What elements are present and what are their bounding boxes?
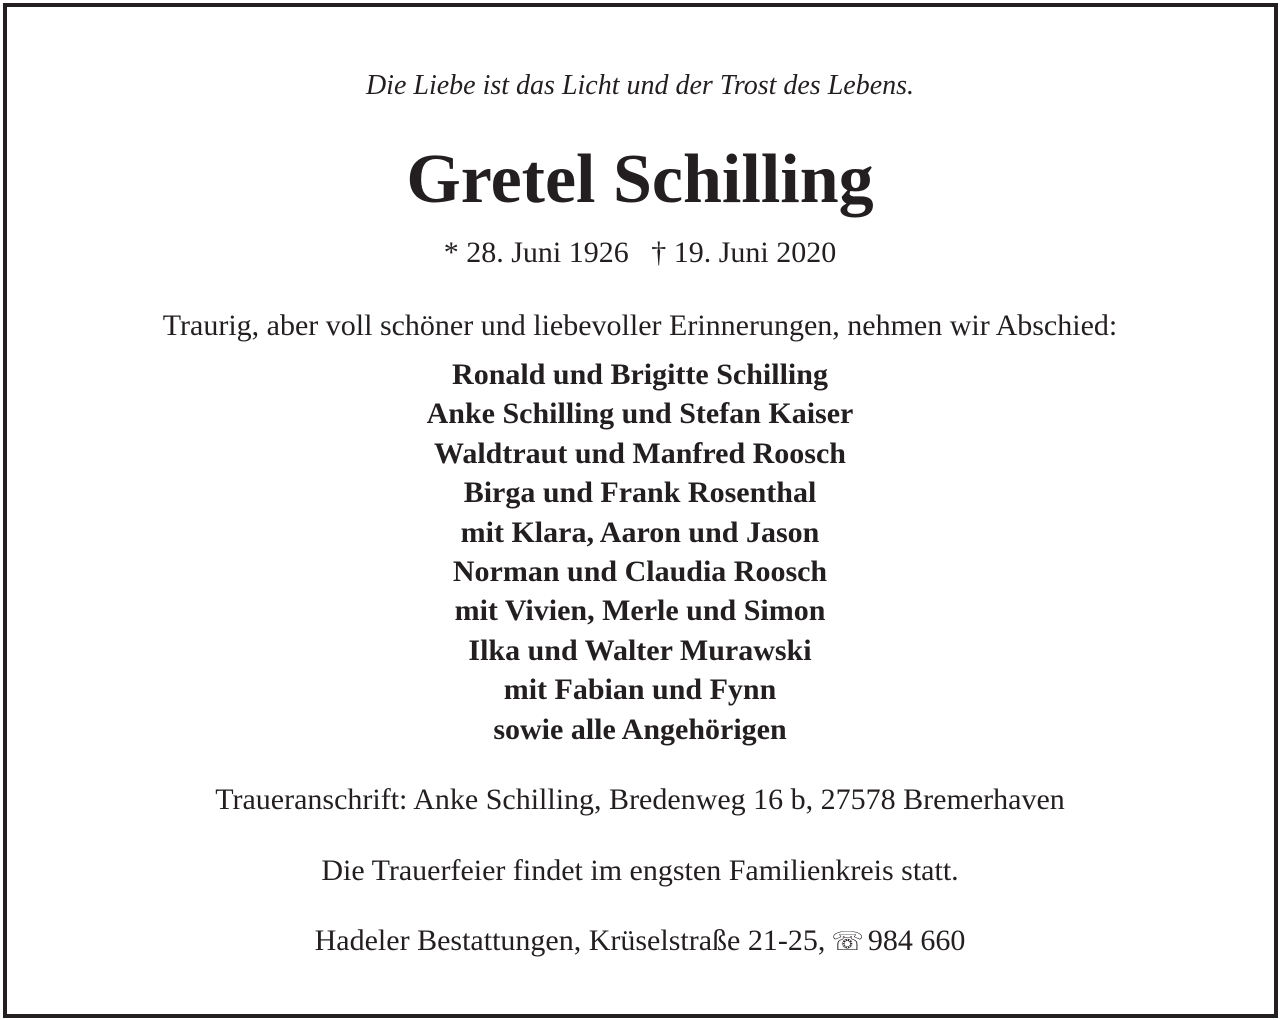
funeral-home-phone: 984 660 [867, 924, 966, 957]
mourner-line: Norman und Claudia Roosch [452, 555, 828, 589]
motto: Die Liebe ist das Licht und der Trost des Lebens. [365, 70, 915, 101]
ceremony-info: Die Trauerfeier findet im engsten Familienkreis statt. [321, 854, 959, 887]
mourner-line: mit Vivien, Merle und Simon [454, 594, 826, 628]
mourner-line: Waldtraut und Manfred Roosch [433, 436, 846, 470]
mourner-line: sowie alle Angehörigen [493, 712, 787, 746]
life-dates: * 28. Juni 1926 † 19. Juni 2020 [443, 236, 837, 269]
mourner-line: mit Fabian und Fynn [503, 673, 777, 707]
mourner-line: Anke Schilling und Stefan Kaiser [426, 397, 854, 431]
phone-icon: ☏ [831, 927, 864, 957]
farewell-intro: Traurig, aber voll schöner und liebevoller Erinnerungen, nehmen wir Abschied: [162, 309, 1118, 342]
funeral-home-text: Hadeler Bestattungen, Krüselstraße 21-25, [314, 924, 826, 957]
funeral-home [0, 922, 1280, 961]
mourners-list [0, 355, 1280, 749]
mourner-line: Birga und Frank Rosenthal [463, 476, 817, 510]
mourner-line: Ronald und Brigitte Schilling [452, 358, 828, 391]
mourner-line: Ilka und Walter Murawski [468, 633, 812, 667]
mourning-address: Traueranschrift: Anke Schilling, Bredenweg 16 b, 27578 Bremerhaven [215, 783, 1065, 816]
mourner-line: mit Klara, Aaron und Jason [460, 515, 820, 549]
deceased-name: Gretel Schilling [406, 141, 874, 218]
